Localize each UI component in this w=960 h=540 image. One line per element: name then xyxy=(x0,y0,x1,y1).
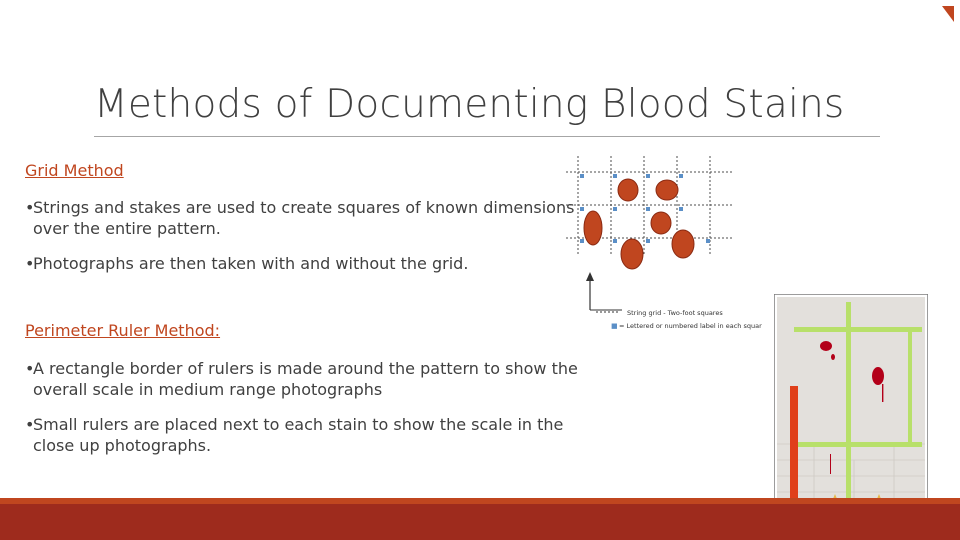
footer-accent-edge xyxy=(0,498,960,504)
perimeter-ruler-photo xyxy=(774,294,928,516)
perimeter-ruler-heading: Perimeter Ruler Method: xyxy=(25,321,221,340)
grid-bullet-1-text: Strings and stakes are used to create squares of known dimensions over the entire pattern. xyxy=(33,198,575,238)
north-arrow xyxy=(586,272,622,310)
legend-grid-text: String grid - Two-foot squares xyxy=(627,309,723,317)
perimeter-bullet-2-text: Small rulers are placed next to each stain to show the scale in the close up photographs. xyxy=(33,415,564,455)
bullet-dot: • xyxy=(25,254,35,273)
grid-bullet-1 xyxy=(25,197,578,239)
grid-bullet-2 xyxy=(25,253,578,274)
perimeter-bullet-1 xyxy=(25,358,578,400)
slide-corner-mark xyxy=(942,6,954,26)
title-divider xyxy=(94,136,880,137)
grid-bullet-2-text: Photographs are then taken with and without the grid. xyxy=(33,254,469,273)
grid-method-diagram xyxy=(566,150,762,340)
perimeter-bullet-2 xyxy=(25,414,578,456)
perimeter-bullet-1-text: A rectangle border of rulers is made around the pattern to show the overall scale in medium range photographs xyxy=(33,359,578,399)
slide-title: Methods of Documenting Blood Stains xyxy=(94,82,845,127)
bullet-dot: • xyxy=(25,198,35,217)
photo-red-ruler xyxy=(790,386,798,504)
footer-bar xyxy=(0,498,960,540)
bullet-dot: • xyxy=(25,359,35,378)
bullet-dot: • xyxy=(25,415,35,434)
legend-label-marker: ■ xyxy=(611,322,618,330)
grid-method-heading: Grid Method xyxy=(25,161,124,180)
legend-label-text: = Lettered or numbered label in each square xyxy=(619,322,762,330)
